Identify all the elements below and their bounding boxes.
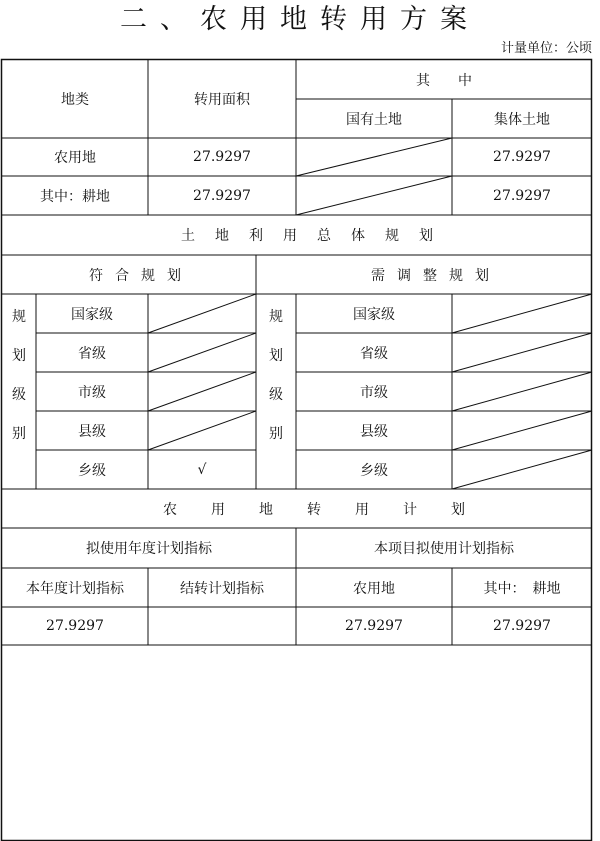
section-title-land-use-plan: 土地利用总体规划	[181, 228, 453, 244]
level-char: 级	[269, 387, 283, 403]
level-city: 市级	[360, 384, 388, 401]
header-land-type: 地类	[61, 92, 89, 108]
value-cropland: 27.9297	[493, 618, 551, 634]
level-county: 县级	[360, 423, 388, 440]
level-national: 国家级	[353, 306, 395, 323]
row-collective: 27.9297	[493, 149, 551, 165]
level-city: 市级	[78, 384, 106, 401]
col-agricultural-land: 农用地	[353, 580, 395, 597]
col-of-which-cropland: 其中： 耕地	[483, 580, 561, 597]
level-county: 县级	[78, 423, 106, 440]
row-label: 其中：耕地	[40, 188, 110, 205]
header-adjust-plan: 需调整规划	[371, 267, 501, 284]
conform-check-mark: √	[197, 461, 207, 478]
level-provincial: 省级	[78, 345, 106, 362]
level-char: 别	[12, 426, 26, 442]
unit-label: 计量单位：公顷	[500, 41, 592, 56]
col-this-year-quota: 本年度计划指标	[26, 580, 124, 597]
header-annual-quota: 拟使用年度计划指标	[86, 541, 212, 557]
value-agricultural-land: 27.9297	[345, 618, 403, 634]
level-township: 乡级	[78, 462, 106, 479]
col-carryover-quota: 结转计划指标	[180, 580, 264, 597]
row-area: 27.9297	[193, 149, 251, 165]
level-char: 划	[12, 348, 26, 364]
level-char: 划	[269, 348, 283, 364]
row-collective: 27.9297	[493, 187, 551, 204]
page-title: 二、农用地转用方案	[120, 4, 480, 35]
level-provincial: 省级	[360, 345, 388, 362]
level-char: 级	[12, 387, 26, 403]
header-area: 转用面积	[194, 92, 250, 108]
level-township: 乡级	[360, 462, 388, 479]
header-conform-plan: 符合规划	[89, 267, 193, 284]
row-label: 农用地	[54, 150, 96, 166]
header-project-quota: 本项目拟使用计划指标	[374, 541, 514, 557]
level-char: 规	[12, 309, 26, 325]
level-char: 规	[269, 309, 283, 325]
section-title-conversion-plan: 农用地转用计划	[163, 501, 499, 518]
header-collective-land: 集体土地	[494, 111, 550, 128]
value-this-year-quota: 27.9297	[46, 618, 104, 634]
header-state-land: 国有土地	[346, 111, 402, 128]
row-area: 27.9297	[193, 187, 251, 204]
level-char: 别	[269, 426, 283, 442]
header-among: 其 中	[416, 72, 472, 89]
value-carryover-quota	[148, 607, 296, 645]
level-national: 国家级	[71, 306, 113, 323]
